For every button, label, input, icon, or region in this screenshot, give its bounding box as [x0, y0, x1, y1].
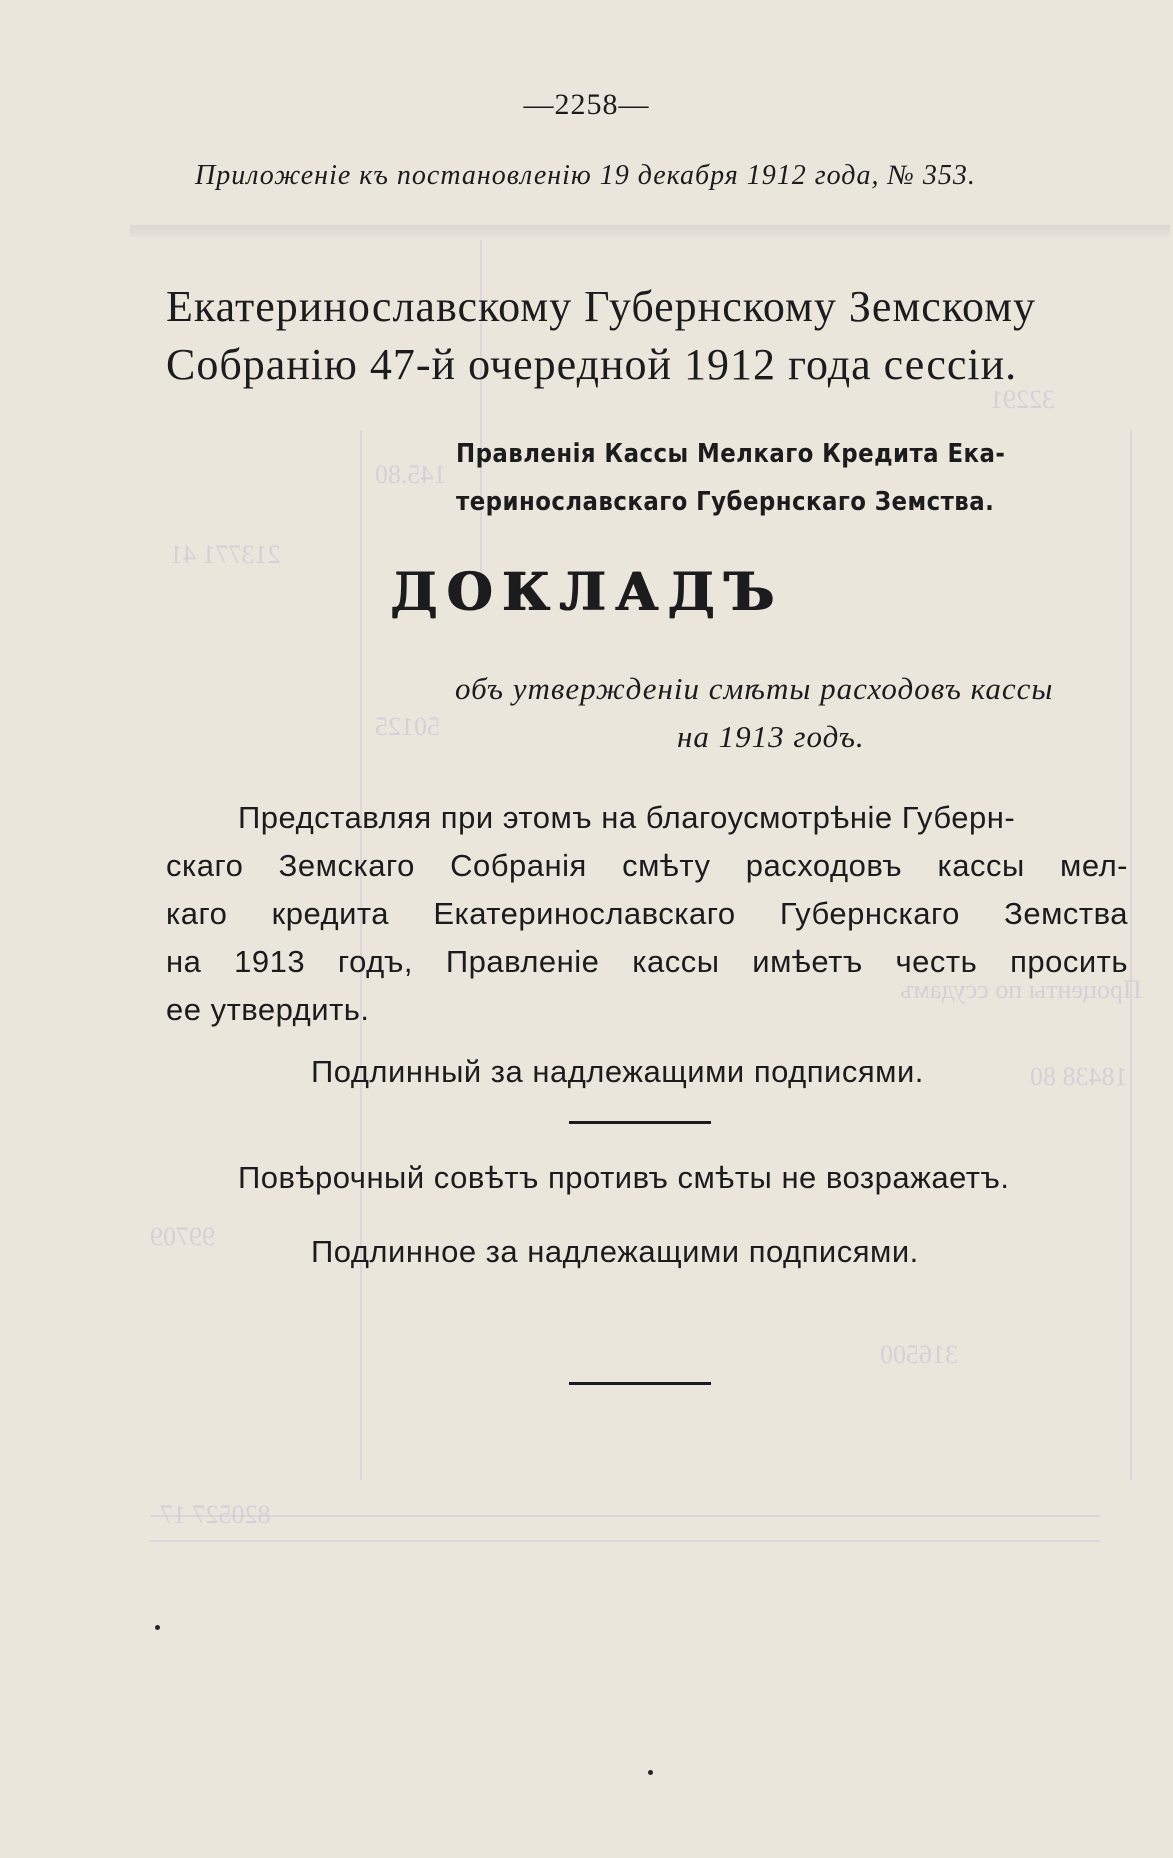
report-title: ДОКЛАДЪ	[389, 562, 784, 623]
show-through-text: 145.80	[375, 460, 447, 489]
board-line: Правленія Кассы Мелкаго Кредита Ека-	[456, 439, 1006, 469]
appendix-note: Приложеніе къ постановленію 19 декабря 1912 года, № 353.	[195, 160, 976, 191]
subject-line: объ утвержденіи смѣты расходовъ кассы	[455, 671, 1054, 706]
divider	[569, 1382, 711, 1385]
board-heading	[456, 430, 1054, 526]
addressee-line: Собранію 47-й очередной 1912 года сессіи.	[166, 340, 1018, 389]
show-through-text: 316500	[880, 1340, 958, 1369]
body-line: Представляя при этомъ на благоусмотрѣніе Губерн-	[238, 800, 1016, 835]
show-through-rule	[150, 1540, 1100, 1542]
addressee-heading	[166, 278, 1126, 394]
body-line: скаго Земскаго Собранія смѣту расходовъ кассы мел-	[166, 848, 1128, 883]
print-band	[130, 225, 1170, 237]
body-line: каго кредита Екатеринославскаго Губернскаго Земства	[166, 896, 1128, 931]
ink-speck	[155, 1625, 160, 1630]
show-through-rule	[150, 1515, 1100, 1517]
show-through-text: Проценты по ссудамъ	[900, 975, 1142, 1004]
signature-note: Подлинный за надлежащими подписями.	[311, 1054, 924, 1089]
show-through-text: 50125	[375, 712, 440, 741]
divider	[569, 1121, 711, 1124]
report-body	[166, 794, 1128, 1034]
body-line: на 1913 годъ, Правленіе кассы имѣетъ честь просить	[166, 944, 1128, 979]
body-line: ее утвердить.	[166, 992, 370, 1027]
show-through-text: 213771 41	[170, 540, 281, 569]
show-through-text: 32291	[990, 385, 1055, 414]
show-through-text: 820527 17	[160, 1500, 271, 1529]
addressee-line: Екатеринославскому Губернскому Земскому	[166, 282, 1036, 331]
show-through-text: 99709	[150, 1222, 215, 1251]
report-subject	[455, 665, 1135, 761]
page-number: —2258—	[523, 88, 650, 121]
signature-note: Подлинное за надлежащими подписями.	[311, 1234, 919, 1269]
ink-speck	[648, 1770, 653, 1775]
subject-line: на 1913 годъ.	[677, 719, 865, 754]
show-through-text: 18438 80	[1030, 1062, 1128, 1091]
board-line: теринославскаго Губернскаго Земства.	[456, 487, 995, 517]
council-statement: Повѣрочный совѣтъ противъ смѣты не возражаетъ.	[238, 1160, 1010, 1195]
